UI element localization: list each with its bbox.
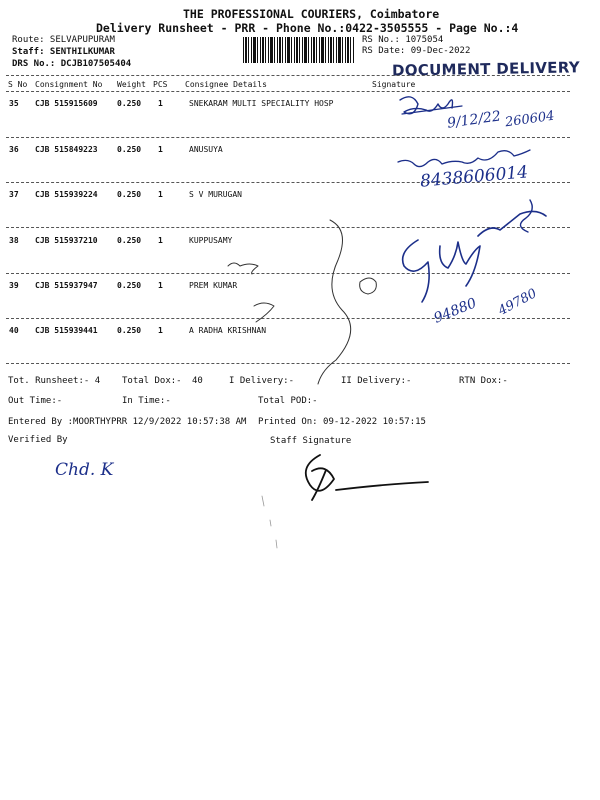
pencil-scribble bbox=[228, 263, 258, 274]
row-consignment: CJB 515937947 bbox=[35, 281, 98, 290]
handwritten-number: 94880 bbox=[431, 295, 479, 327]
row-sno: 38 bbox=[9, 236, 19, 245]
row-sno: 37 bbox=[9, 190, 19, 199]
entered-by-text: Entered By :MOORTHYPRR 12/9/2022 10:57:38 AM bbox=[8, 417, 247, 427]
row-consignment: CJB 515937210 bbox=[35, 236, 98, 245]
row-consignee: A RADHA KRISHNAN bbox=[189, 326, 267, 335]
verified-by-label: Verified By bbox=[8, 435, 68, 445]
total-dox-value: 40 bbox=[192, 376, 203, 386]
pencil-scribble bbox=[254, 303, 274, 322]
signature-scribble bbox=[398, 150, 530, 167]
row-pcs: 1 bbox=[158, 99, 163, 108]
row-consignee: KUPPUSAMY bbox=[189, 236, 233, 245]
row-consignment: CJB 515915609 bbox=[35, 99, 98, 108]
handwritten-phone: 8438606014 bbox=[419, 162, 529, 192]
col-header-weight: Weight bbox=[117, 80, 146, 89]
i-delivery-label: I Delivery:- bbox=[229, 376, 295, 386]
col-header-consignment: Consignment No bbox=[35, 80, 103, 89]
staff-signature-label: Staff Signature bbox=[270, 436, 352, 446]
handwritten-number: 260604 bbox=[504, 108, 556, 131]
signature-scribble bbox=[403, 211, 546, 302]
row-consignment: CJB 515939224 bbox=[35, 190, 98, 199]
row-sno: 36 bbox=[9, 145, 19, 154]
total-runsheet: Tot. Runsheet:- 4 bbox=[8, 376, 101, 386]
in-time-label: In Time:- bbox=[122, 396, 171, 406]
col-header-signature: Signature bbox=[372, 80, 416, 89]
pencil-scribble bbox=[360, 278, 377, 294]
row-weight: 0.250 bbox=[117, 190, 142, 199]
row-consignee: S V MURUGAN bbox=[189, 190, 242, 199]
runsheet-subtitle: Delivery Runsheet - PRR - Phone No.:0422-3505555 - Page No.:4 bbox=[96, 21, 519, 35]
row-consignee: ANUSUYA bbox=[189, 145, 223, 154]
row-pcs: 1 bbox=[158, 145, 163, 154]
total-pod-label: Total POD:- bbox=[258, 396, 318, 406]
row-weight: 0.250 bbox=[117, 236, 142, 245]
company-title: THE PROFESSIONAL COURIERS, Coimbatore bbox=[183, 7, 440, 21]
rs-date: RS Date: 09-Dec-2022 bbox=[362, 46, 471, 56]
pencil-scribble bbox=[318, 220, 351, 384]
verifier-signature: Chd. K bbox=[55, 460, 114, 480]
row-pcs: 1 bbox=[158, 236, 163, 245]
staff-signature-scribble bbox=[306, 455, 428, 500]
row-pcs: 1 bbox=[158, 326, 163, 335]
row-weight: 0.250 bbox=[117, 145, 142, 154]
row-consignment: CJB 515849223 bbox=[35, 145, 98, 154]
handwritten-date: 9/12/22 bbox=[446, 108, 502, 132]
rtn-dox-label: RTN Dox:- bbox=[459, 376, 508, 386]
col-header-sno: S No bbox=[8, 80, 28, 89]
route-text: Route: SELVAPUPURAM bbox=[12, 35, 115, 45]
row-pcs: 1 bbox=[158, 190, 163, 199]
row-weight: 0.250 bbox=[117, 281, 142, 290]
rs-number: RS No.: 1075054 bbox=[362, 35, 444, 45]
pencil-mark bbox=[262, 496, 277, 548]
ii-delivery-label: II Delivery:- bbox=[341, 376, 412, 386]
row-sno: 39 bbox=[9, 281, 19, 290]
drs-text: DRS No.: DCJB107505404 bbox=[12, 59, 132, 69]
col-header-pcs: PCS bbox=[153, 80, 168, 89]
handwritten-number: 49780 bbox=[495, 286, 540, 319]
row-weight: 0.250 bbox=[117, 326, 142, 335]
col-header-consignee: Consignee Details bbox=[185, 80, 267, 89]
printed-on-text: Printed On: 09-12-2022 10:57:15 bbox=[258, 417, 426, 427]
row-pcs: 1 bbox=[158, 281, 163, 290]
row-sno: 40 bbox=[9, 326, 19, 335]
document-delivery-stamp: DOCUMENT DELIVERY bbox=[391, 58, 581, 80]
row-weight: 0.250 bbox=[117, 99, 142, 108]
row-consignee: SNEKARAM MULTI SPECIALITY HOSP bbox=[189, 99, 334, 108]
signature-scribble bbox=[520, 200, 532, 232]
row-consignment: CJB 515939441 bbox=[35, 326, 98, 335]
row-consignee: PREM KUMAR bbox=[189, 281, 238, 290]
signature-scribble bbox=[402, 106, 462, 114]
total-dox-label: Total Dox:- bbox=[122, 376, 182, 386]
staff-text: Staff: SENTHILKUMAR bbox=[12, 47, 115, 57]
row-sno: 35 bbox=[9, 99, 19, 108]
out-time-label: Out Time:- bbox=[8, 396, 63, 406]
